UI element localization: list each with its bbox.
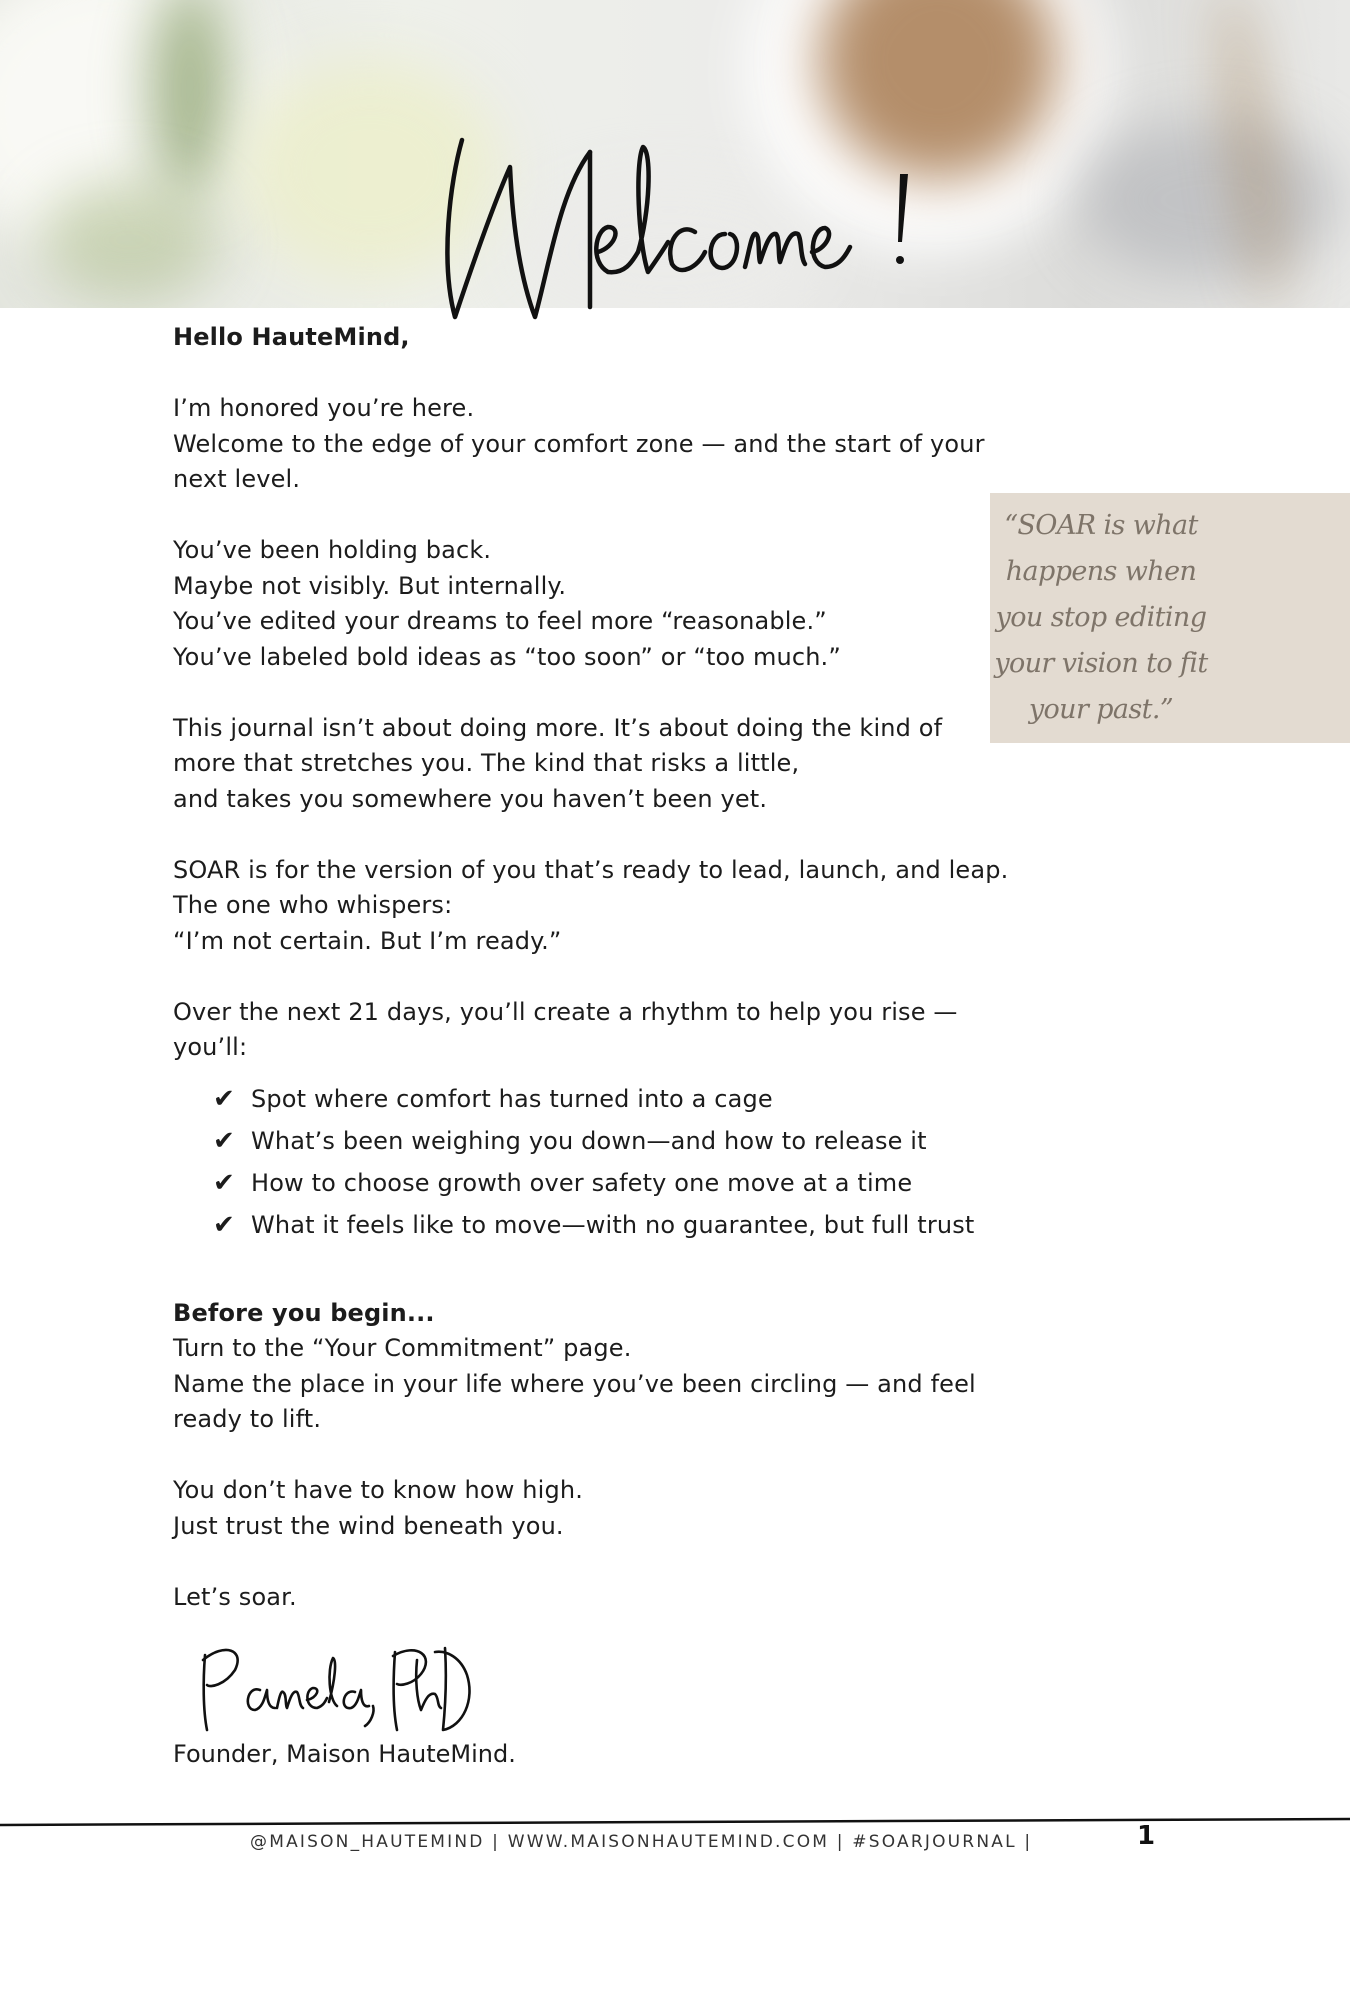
footer-text: @MAISON_HAUTEMIND | WWW.MAISONHAUTEMIND.COM | #SOARJOURNAL |	[250, 1832, 1033, 1852]
pull-quote	[990, 493, 1350, 743]
list-item: ✔ Spot where comfort has turned into a cage	[213, 1078, 1053, 1120]
welcome-script-title	[440, 112, 960, 342]
checkmark-icon: ✔	[213, 1125, 235, 1156]
checkmark-icon: ✔	[213, 1167, 235, 1198]
paragraph-soar: SOAR is for the version of you that’s ready to lead, launch, and leap. The one who whispers: “I’m not certain. But I’m ready.”	[173, 855, 1009, 955]
handwritten-signature	[195, 1630, 475, 1740]
page-number: 1	[1137, 1821, 1156, 1851]
greeting: Hello HauteMind,	[173, 323, 410, 351]
paragraph-21-days: Over the next 21 days, you’ll create a rhythm to help you rise — you’ll:	[173, 997, 958, 1061]
paragraph-trust: You don’t have to know how high. Just trust the wind beneath you.	[173, 1476, 583, 1540]
paragraph-journal: This journal isn’t about doing more. It’s about doing the kind of more that stretches you. The kind that risks a little, and takes you somewhere you haven’t been yet.	[173, 713, 943, 813]
letter-body	[173, 320, 1053, 1651]
checkmark-icon: ✔	[213, 1209, 235, 1240]
founder-title: Founder, Maison HauteMind.	[173, 1740, 516, 1768]
checklist	[213, 1078, 1053, 1246]
paragraph-holding-back: You’ve been holding back. Maybe not visibly. But internally. You’ve edited your dreams to feel more “reasonable.” You’ve labeled bold ideas as “too soon” or “too much.”	[173, 536, 841, 671]
closing: Let’s soar.	[173, 1582, 297, 1611]
before-heading: Before you begin...	[173, 1298, 435, 1327]
paragraph-intro: I’m honored you’re here. Welcome to the edge of your comfort zone — and the start of your next level.	[173, 394, 985, 493]
list-item: ✔ What it feels like to move—with no guarantee, but full trust	[213, 1204, 1053, 1246]
checkmark-icon: ✔	[213, 1083, 235, 1114]
list-item: ✔ What’s been weighing you down—and how to release it	[213, 1120, 1053, 1162]
list-item: ✔ How to choose growth over safety one move at a time	[213, 1162, 1053, 1204]
pull-quote-text: “SOAR is what happens when you stop editing your vision to fit your past.”	[994, 510, 1208, 725]
paragraph-before-you-begin: Before you begin... Turn to the “Your Commitment” page. Name the place in your life where you’ve been circling — and feel ready to lift.	[173, 1296, 1053, 1438]
